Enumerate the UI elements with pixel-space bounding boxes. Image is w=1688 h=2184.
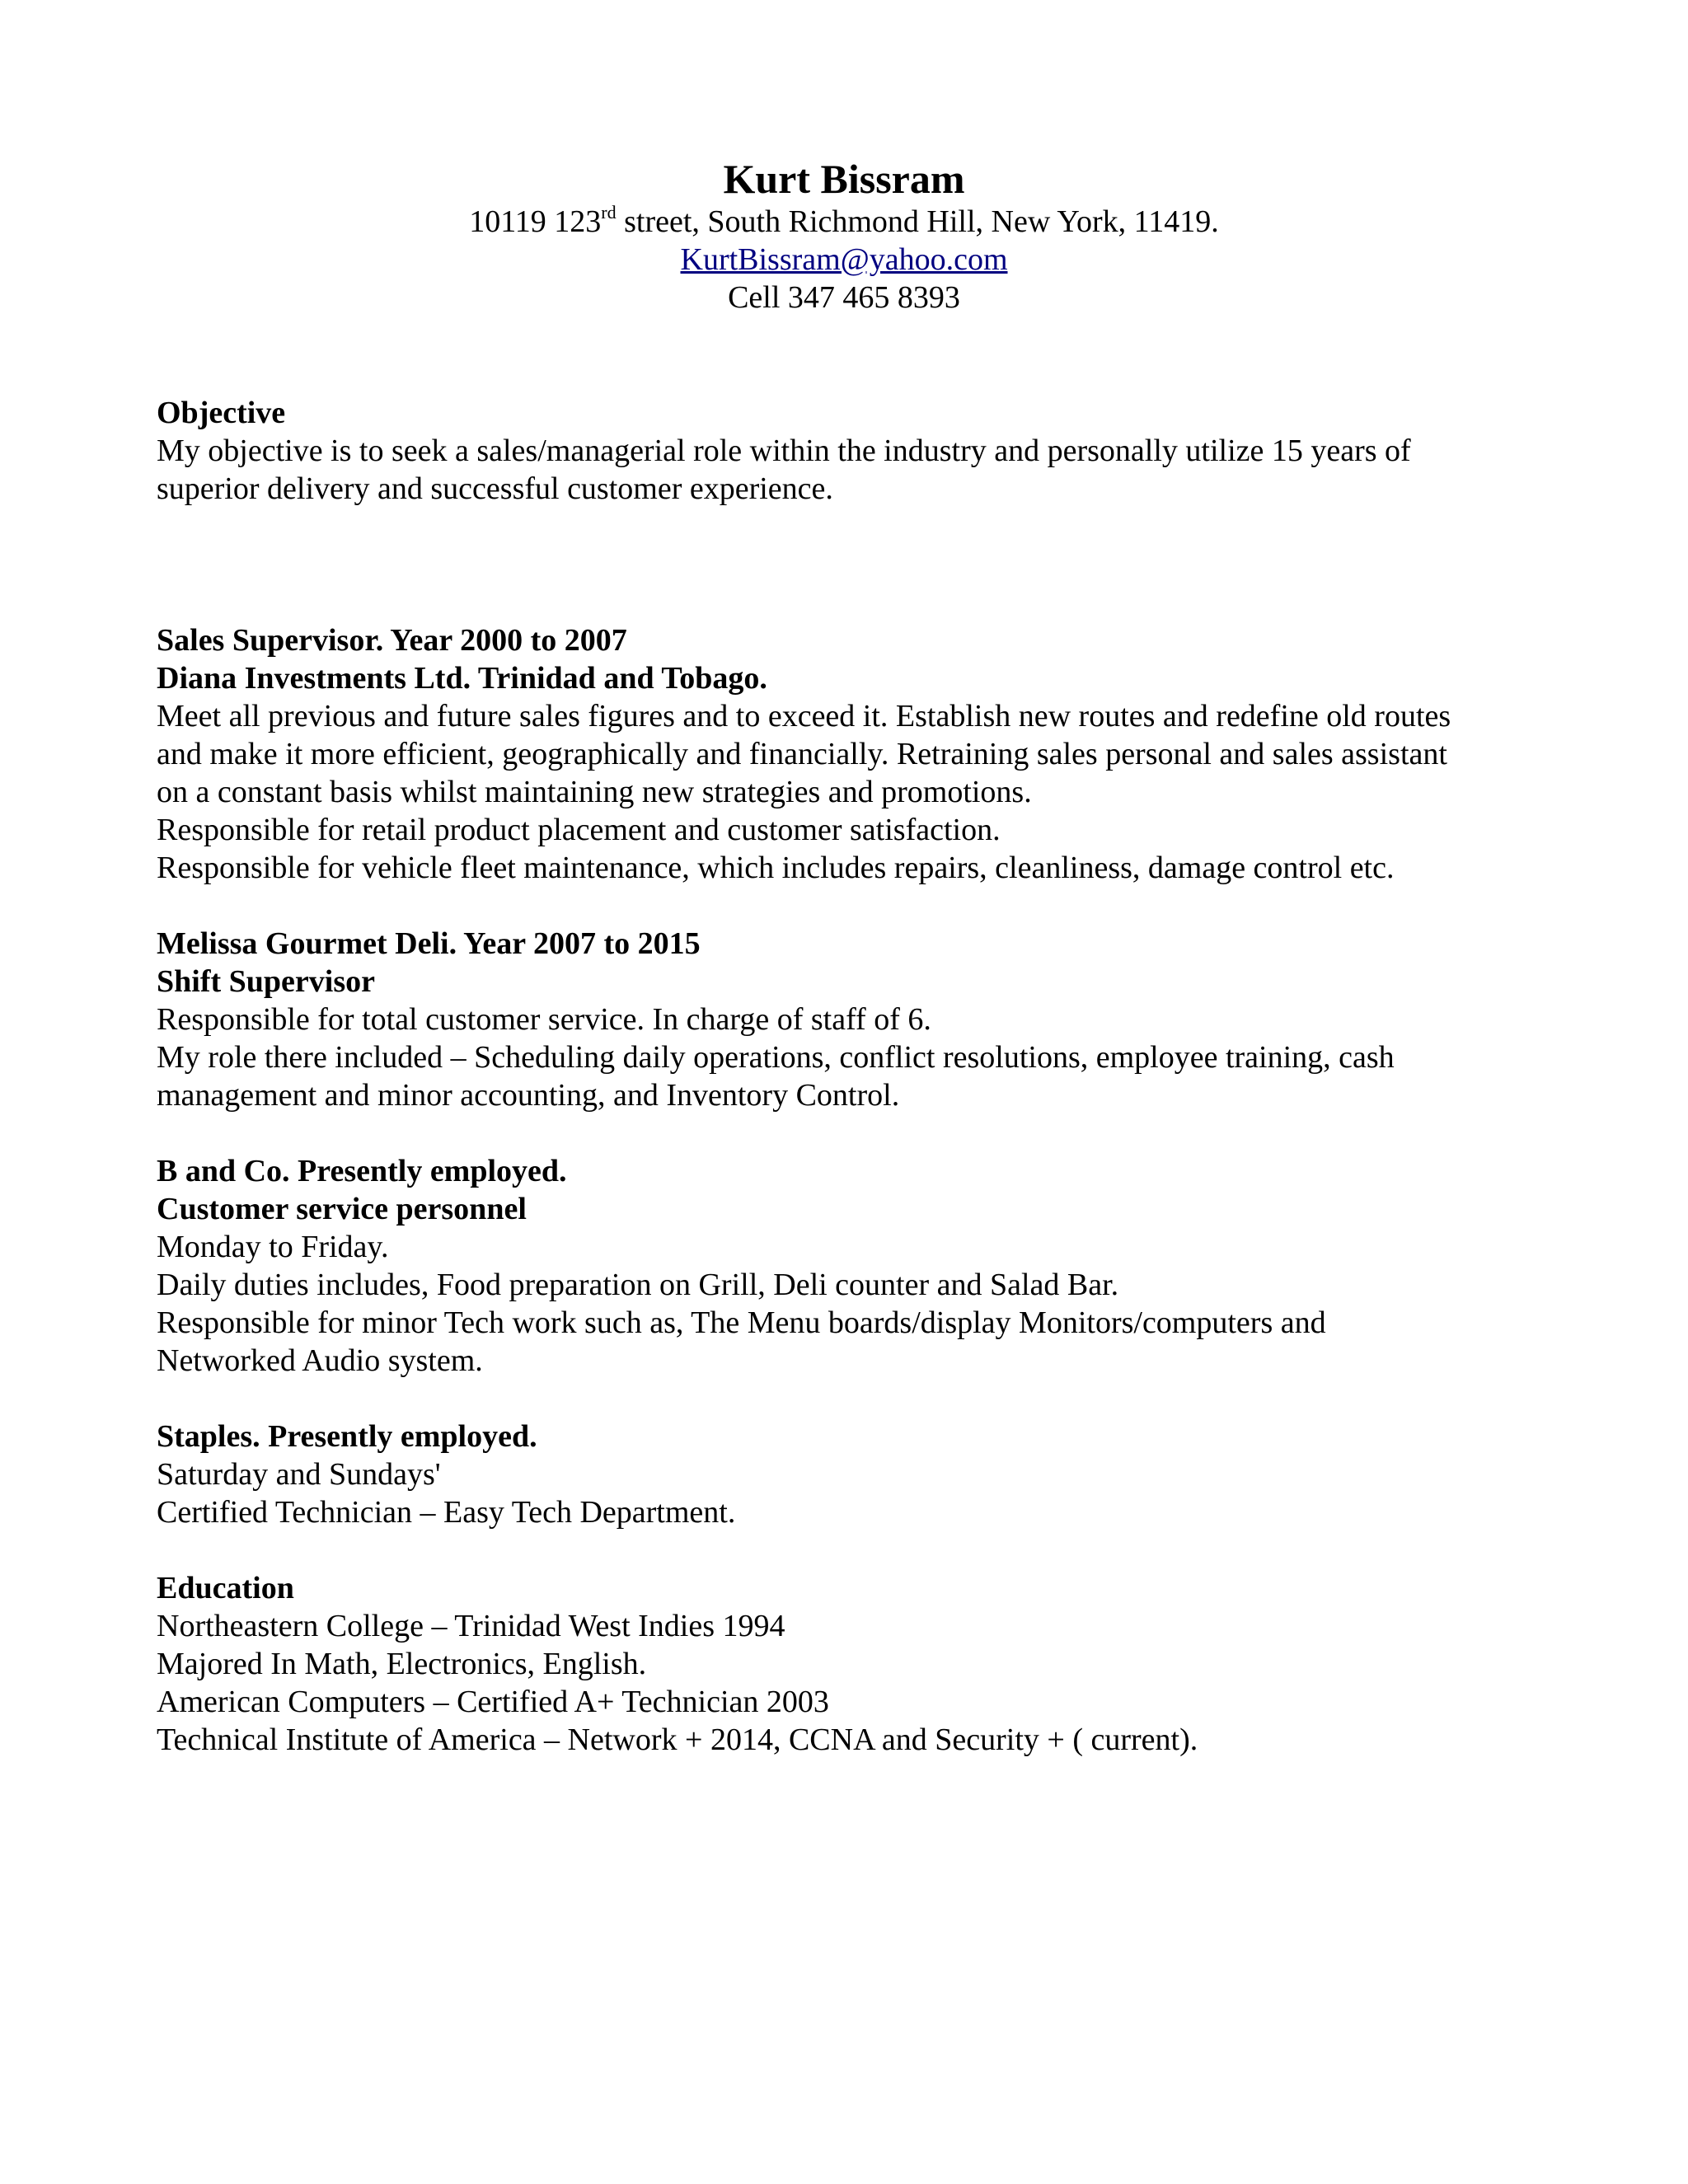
job-detail-line: on a constant basis whilst maintaining new strategies and promotions. xyxy=(157,775,1032,809)
objective-section xyxy=(157,394,1558,508)
job-detail-line: My role there included – Scheduling daily operations, conflict resolutions, employee training, cash xyxy=(157,1040,1395,1075)
education-section xyxy=(157,1569,1558,1759)
job-b-and-co xyxy=(157,1152,1558,1380)
job-role: Customer service personnel xyxy=(157,1192,527,1226)
job-title: Staples. Presently employed. xyxy=(157,1419,537,1454)
education-heading: Education xyxy=(157,1571,294,1605)
job-detail-line: management and minor accounting, and Inventory Control. xyxy=(157,1078,900,1113)
address-ordinal-suffix: rd xyxy=(601,202,617,223)
job-detail-line: Meet all previous and future sales figures and to exceed it. Establish new routes and redefine old routes xyxy=(157,699,1451,733)
job-detail-line: Responsible for vehicle fleet maintenance, which includes repairs, cleanliness, damage control etc. xyxy=(157,851,1395,885)
job-title: Melissa Gourmet Deli. Year 2007 to 2015 xyxy=(157,926,701,961)
objective-line: superior delivery and successful customer experience. xyxy=(157,471,833,506)
address-number: 10119 123 xyxy=(469,204,602,239)
objective-heading: Objective xyxy=(157,396,286,430)
job-detail-line: Daily duties includes, Food preparation on Grill, Deli counter and Salad Bar. xyxy=(157,1268,1119,1302)
job-detail-line: Responsible for retail product placement and customer satisfaction. xyxy=(157,813,1001,847)
resume-body xyxy=(157,394,1558,1759)
job-detail-line: Monday to Friday. xyxy=(157,1230,389,1264)
job-detail-line: Saturday and Sundays' xyxy=(157,1457,441,1492)
education-line: Technical Institute of America – Network + 2014, CCNA and Security + ( current). xyxy=(157,1722,1198,1757)
job-title: Sales Supervisor. Year 2000 to 2007 xyxy=(157,623,627,658)
job-sales-supervisor xyxy=(157,621,1558,887)
phone-number: Cell 347 465 8393 xyxy=(728,280,960,315)
job-employer: Diana Investments Ltd. Trinidad and Tobago. xyxy=(157,661,767,696)
job-melissa-gourmet-deli xyxy=(157,925,1558,1114)
job-detail-line: Responsible for total customer service. In charge of staff of 6. xyxy=(157,1002,931,1037)
objective-line: My objective is to seek a sales/managerial role within the industry and personally utilize 15 years of xyxy=(157,434,1411,468)
job-staples xyxy=(157,1418,1558,1531)
education-line: Northeastern College – Trinidad West Indies 1994 xyxy=(157,1609,785,1643)
job-detail-line: Responsible for minor Tech work such as, The Menu boards/display Monitors/computers and xyxy=(157,1305,1326,1340)
address-rest: street, South Richmond Hill, New York, 11419. xyxy=(616,204,1219,239)
job-detail-line: Networked Audio system. xyxy=(157,1343,483,1378)
address-line xyxy=(0,203,1688,241)
email-link[interactable]: KurtBissram@yahoo.com xyxy=(680,242,1008,277)
job-detail-line: Certified Technician – Easy Tech Department. xyxy=(157,1495,736,1530)
resume-header xyxy=(0,155,1688,316)
candidate-name: Kurt Bissram xyxy=(723,156,965,202)
job-title: B and Co. Presently employed. xyxy=(157,1154,567,1188)
job-role: Shift Supervisor xyxy=(157,964,375,999)
job-detail-line: and make it more efficient, geographically and financially. Retraining sales personal and sales assistant xyxy=(157,737,1447,771)
education-line: Majored In Math, Electronics, English. xyxy=(157,1647,647,1681)
education-line: American Computers – Certified A+ Technician 2003 xyxy=(157,1685,829,1719)
